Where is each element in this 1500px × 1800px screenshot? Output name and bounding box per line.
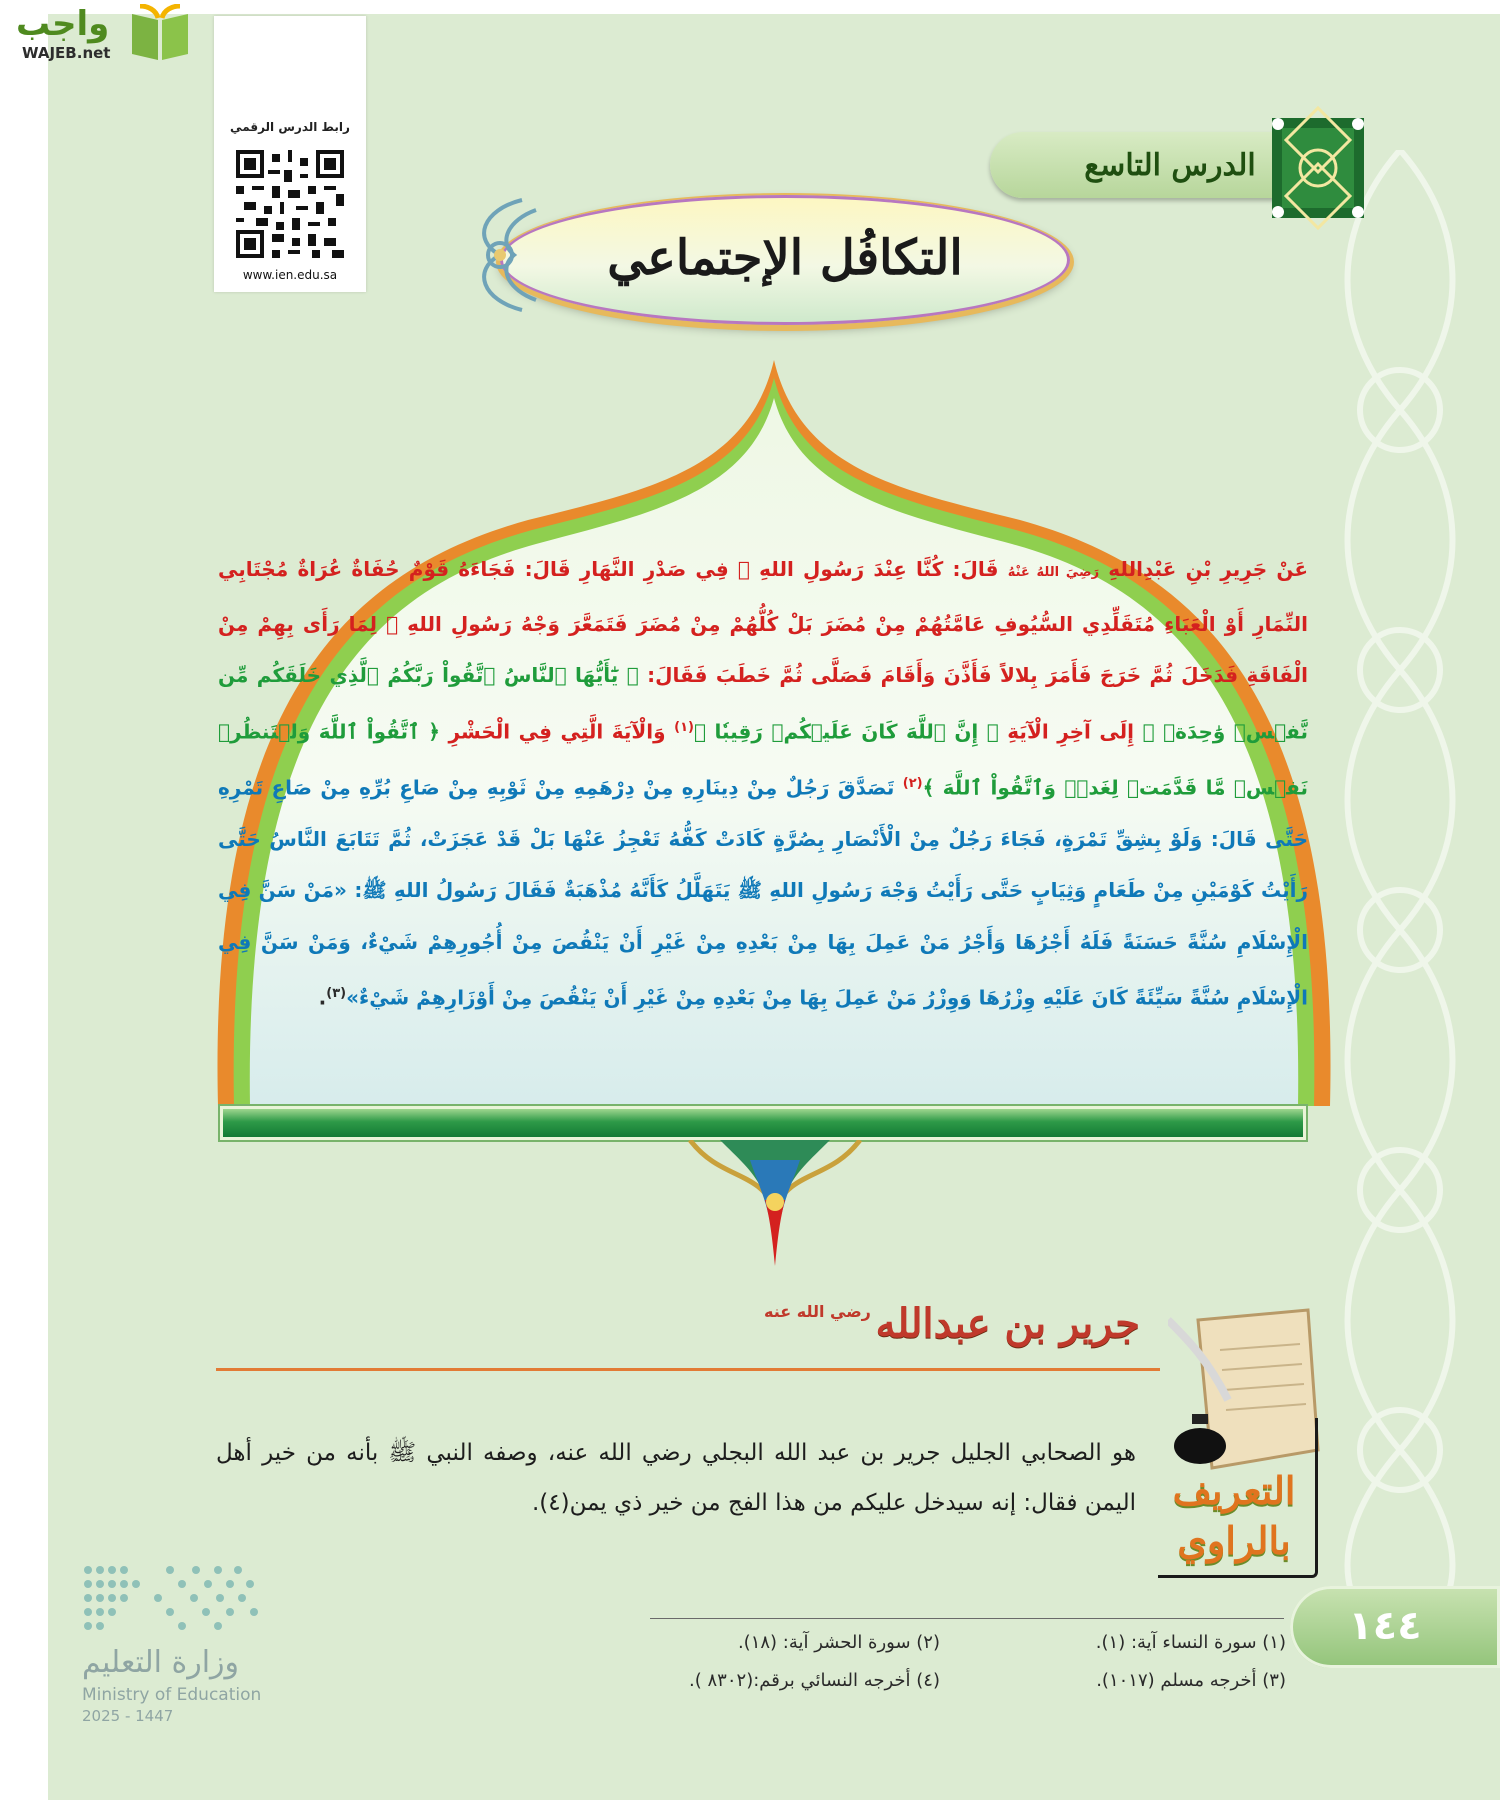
footnote-2: (٢) سورة الحشر آية: (١٨). (737, 1632, 940, 1653)
hadith-segment: قَالَ: كُنَّا عِنْدَ رَسُولِ اللهِ ﷺ فِي صَدْرِ النَّهَارِ قَالَ: فَجَاءَهُ قَوْمٌ حُفَاةٌ عُرَاةٌ مُجْتَابِي النِّمَارِ أَوْ الْعَبَاءِ مُتَقَلِّدِي السُّيُوفِ عَامَّتُهُمْ مِنْ مُضَرَ بَلْ كُلُّهُمْ مِنْ مُضَرَ فَتَمَعَّرَ وَجْهُ رَسُولِ اللهِ ﷺ لِمَا رَأَى بِهِمْ مِنْ الْفَاقَةِ فَدَخَلَ ثُمَّ خَرَجَ فَأَمَرَ بِلالاً فَأَذَّنَ وَأَقَامَ فَصَلَّى ثُمَّ خَطَبَ فَقَالَ: (218, 557, 1309, 687)
qr-url[interactable]: www.ien.edu.sa (242, 268, 338, 282)
footnote-1: (١) سورة النساء آية: (١). (1095, 1632, 1286, 1653)
ministry-year: 2025 - 1447 (82, 1707, 174, 1725)
hadith-segment: ﴿ يَٰٓأَيُّهَا ٱلنَّاسُ ٱتَّقُواْ رَبَّكُمُ ٱلَّذِي خَلَقَكُم مِّن نَّفۡسٖ وَٰحِدَةٖ ﴾ (218, 663, 1308, 744)
hadith-segment: وَالْآيَةَ الَّتِي فِي الْحَشْرِ (440, 719, 675, 744)
hadith-segment: رَضِيَ اللهُ عَنْهُ (1007, 565, 1100, 580)
footnote-marker: (١) (674, 719, 694, 735)
qr-label: رابط الدرس الرقمي (230, 120, 350, 134)
ministry-logo (78, 1560, 288, 1730)
hadith-segment: ﴿ إِنَّ ٱللَّهَ كَانَ عَلَيۡكُمۡ رَقِيبٗا ﴾ (693, 719, 999, 744)
hadith-segment: . (318, 985, 327, 1010)
narrator-section-label: التعريف بالراوي (1172, 1468, 1296, 1563)
narrator-name: جرير بن عبدالله (875, 1300, 1140, 1347)
narrator-honorific: رضي الله عنه (764, 1302, 871, 1321)
narrator-description: هو الصحابي الجليل جرير بن عبد الله البجلي رضي الله عنه، وصفه النبي ﷺ بأنه من خير أهل اليمن فقال: إنه سيدخل عليكم من هذا الفج من خير ذي يمن(٤). (216, 1440, 1136, 1516)
page-number: ١٤٤ (1348, 1603, 1422, 1649)
footnote-divider (650, 1618, 1284, 1619)
ministry-dots-icon (78, 1560, 278, 1640)
hadith-segment: تَصَدَّقَ رَجُلٌ مِنْ دِينَارِهِ مِنْ دِرْهَمِهِ مِنْ ثَوْبِهِ مِنْ صَاعِ بُرِّهِ مِنْ صَاعِ تَمْرِهِ حَتَّى قَالَ: وَلَوْ بِشِقِّ تَمْرَةٍ، فَجَاءَ رَجُلٌ مِنْ الْأَنْصَارِ بِصُرَّةٍ كَادَتْ كَفُّهُ تَعْجِزُ عَنْهَا بَلْ قَدْ عَجَزَتْ، ثُمَّ تَتَابَعَ النَّاسُ حَتَّى رَأَيْتُ كَوْمَيْنِ مِنْ طَعَامٍ وَثِيَابٍ حَتَّى رَأَيْتُ وَجْهَ رَسُولِ اللهِ ﷺ يَتَهَلَّلُ كَأَنَّهُ مُذْهَبَةٌ فَقَالَ رَسُولُ اللهِ ﷺ: (218, 775, 1308, 903)
ministry-arabic: وزارة التعليم (82, 1645, 240, 1680)
hadith-segment: إِلَى آخِرِ الْآيَةِ (998, 719, 1143, 744)
narrator-divider (216, 1368, 1160, 1371)
dome-base-bar (220, 1106, 1306, 1140)
hadith-segment: «مَنْ سَنَّ فِي الْإِسْلَامِ سُنَّةً حَسَنَةً فَلَهُ أَجْرُهَا وَأَجْرُ مَنْ عَمِلَ بِهَا مِنْ بَعْدِهِ مِنْ غَيْرِ أَنْ يَنْقُصَ مِنْ أُجُورِهِمْ شَيْءٌ، وَمَنْ سَنَّ فِي الْإِسْلَامِ سُنَّةً سَيِّئَةً كَانَ عَلَيْهِ وِزْرُهَا وَوِزْرُ مَنْ عَمِلَ بِهَا مِنْ بَعْدِهِ مِنْ غَيْرِ أَنْ يَنْقُصَ مِنْ أَوْزَارِهِمْ شَيْءٌ» (218, 878, 1308, 1010)
logo-latin: WAJEB.net (22, 44, 111, 62)
lesson-number: الدرس التاسع (1084, 148, 1256, 183)
logo-arabic: واجب (16, 4, 110, 44)
footnote-4: (٤) أخرجه النسائي برقم:(٨٣٠٢ ). (689, 1670, 940, 1691)
bottom-ornament-icon (680, 1140, 870, 1270)
hadith-segment: ﴿ ٱتَّقُواْ ٱللَّهَ وَلۡتَنظُرۡ نَفۡسٞ مَّا قَدَّمَتۡ لِغَدٖۖ وَٱتَّقُواْ ٱللَّهَ ﴾ (218, 719, 1308, 800)
ministry-english: Ministry of Education (82, 1685, 262, 1705)
footnote-3: (٣) أخرجه مسلم (١٠١٧). (1096, 1670, 1286, 1691)
hadith-text (218, 544, 1308, 1024)
hadith-segment: عَنْ جَرِيرِ بْنِ عَبْدِاللهِ (1099, 557, 1309, 581)
footnote-marker: (٣) (326, 986, 347, 1002)
lesson-title: التكافُل الإجتماعي (607, 230, 963, 286)
footnote-marker: (٢) (902, 775, 923, 791)
